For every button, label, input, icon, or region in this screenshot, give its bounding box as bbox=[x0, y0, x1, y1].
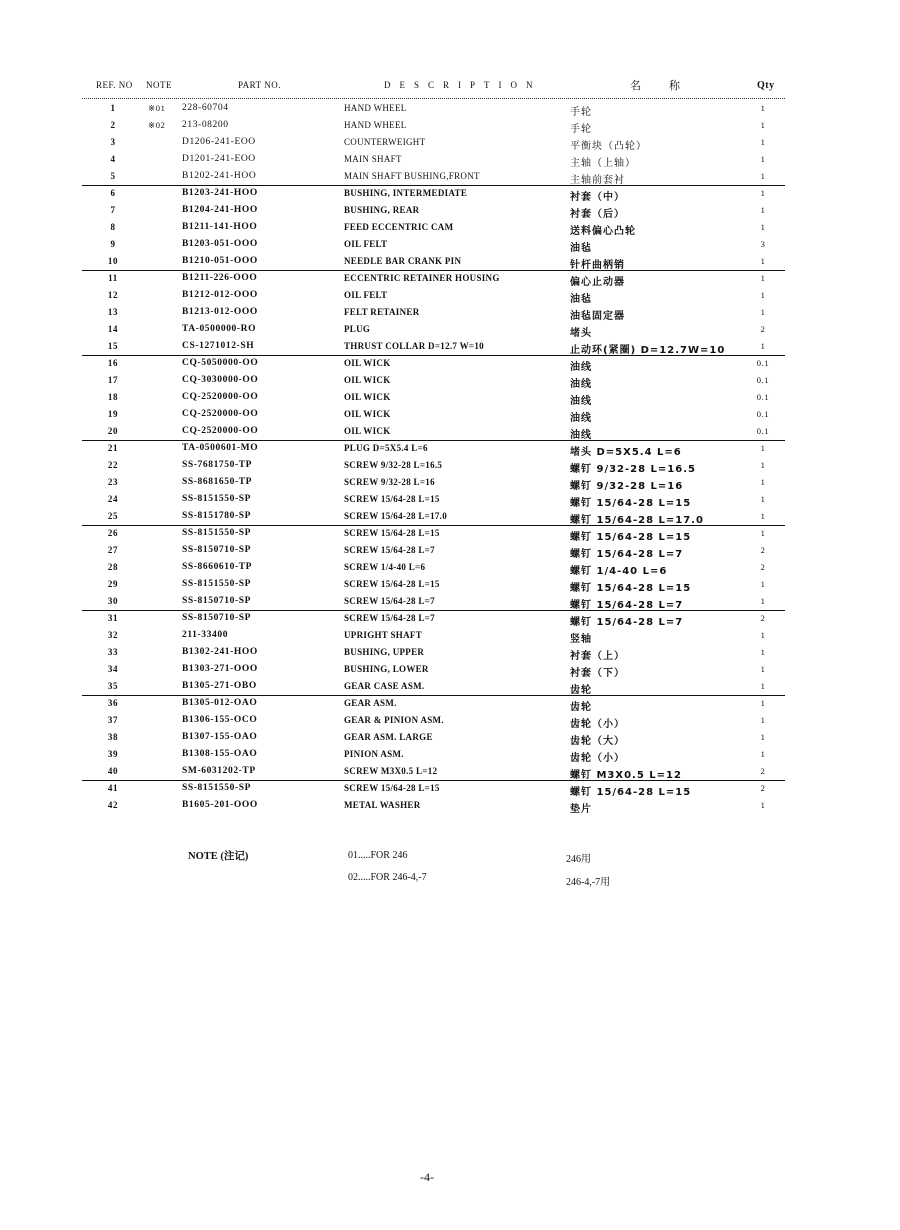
part-no-cell: SS-8660610-TP bbox=[182, 562, 253, 572]
table-row bbox=[0, 407, 900, 424]
qty-cell: 1 bbox=[760, 341, 766, 351]
description-cell: SCREW 15/64-28 L=17.0 bbox=[344, 511, 448, 521]
table-row bbox=[0, 628, 900, 645]
table-row bbox=[0, 492, 900, 509]
part-no-cell: CQ-2520000-OO bbox=[182, 426, 259, 436]
chinese-name-cell: 衬套（后） bbox=[570, 209, 625, 220]
chinese-name-cell: 齿轮（大） bbox=[570, 736, 625, 747]
table-row bbox=[0, 101, 900, 118]
description-cell: OIL WICK bbox=[344, 409, 391, 419]
part-no-cell: 211-33400 bbox=[182, 630, 229, 640]
table-row bbox=[0, 237, 900, 254]
table-row bbox=[0, 747, 900, 764]
ref-cell: 8 bbox=[110, 222, 116, 232]
description-cell: PLUG D=5X5.4 L=6 bbox=[344, 443, 428, 453]
note-cell: ※01 bbox=[148, 103, 166, 113]
chinese-name-cell: 螺钉 15/64-28 L=15 bbox=[570, 787, 692, 798]
table-row bbox=[0, 679, 900, 696]
part-no-cell: TA-0500000-RO bbox=[182, 324, 257, 334]
chinese-name-cell: 螺钉 9/32-28 L=16.5 bbox=[570, 464, 696, 475]
qty-cell: 1 bbox=[760, 715, 766, 725]
qty-cell: 2 bbox=[760, 545, 766, 555]
description-cell: OIL FELT bbox=[344, 290, 388, 300]
chinese-name-cell: 齿轮（小） bbox=[570, 719, 625, 730]
qty-cell: 1 bbox=[760, 205, 766, 215]
qty-cell: 1 bbox=[760, 443, 766, 453]
chinese-name-cell: 螺钉 15/64-28 L=17.0 bbox=[570, 515, 704, 526]
qty-cell: 1 bbox=[760, 596, 766, 606]
description-cell: GEAR ASM. LARGE bbox=[344, 732, 433, 742]
notes-label: NOTE (注记) bbox=[188, 851, 249, 862]
note-code-1: 01.....FOR 246 bbox=[348, 850, 408, 861]
ref-cell: 19 bbox=[107, 409, 119, 419]
table-row bbox=[0, 203, 900, 220]
description-cell: BUSHING, REAR bbox=[344, 205, 420, 215]
table-row bbox=[0, 560, 900, 577]
description-cell: FEED ECCENTRIC CAM bbox=[344, 222, 454, 232]
qty-cell: 1 bbox=[760, 477, 766, 487]
description-cell: BUSHING, INTERMEDIATE bbox=[344, 188, 468, 198]
part-no-cell: CQ-5050000-OO bbox=[182, 358, 259, 368]
chinese-name-cell: 齿轮 bbox=[570, 702, 592, 713]
ref-cell: 11 bbox=[108, 273, 118, 283]
description-cell: GEAR ASM. bbox=[344, 698, 397, 708]
ref-cell: 21 bbox=[107, 443, 119, 453]
table-row bbox=[0, 118, 900, 135]
table-row bbox=[0, 730, 900, 747]
description-cell: SCREW 15/64-28 L=15 bbox=[344, 528, 440, 538]
description-cell: PINION ASM. bbox=[344, 749, 404, 759]
table-row bbox=[0, 509, 900, 526]
description-cell: UPRIGHT SHAFT bbox=[344, 630, 422, 640]
note-cn-2: 246-4,-7用 bbox=[566, 877, 611, 888]
chinese-name-cell: 油线 bbox=[570, 396, 592, 407]
description-cell: SCREW 9/32-28 L=16.5 bbox=[344, 460, 443, 470]
qty-cell: 1 bbox=[760, 154, 766, 164]
chinese-name-cell: 螺钉 15/64-28 L=15 bbox=[570, 498, 692, 509]
chinese-name-cell: 螺钉 15/64-28 L=15 bbox=[570, 583, 692, 594]
chinese-name-cell: 送料偏心凸轮 bbox=[570, 226, 636, 237]
chinese-name-cell: 堵头 bbox=[570, 328, 592, 339]
ref-cell: 42 bbox=[107, 800, 119, 810]
description-cell: OIL WICK bbox=[344, 375, 391, 385]
ref-cell: 23 bbox=[107, 477, 119, 487]
chinese-name-cell: 偏心止动器 bbox=[570, 277, 625, 288]
table-row bbox=[0, 713, 900, 730]
part-no-cell: CQ-2520000-OO bbox=[182, 409, 259, 419]
qty-cell: 1 bbox=[760, 698, 766, 708]
note-cn-1: 246用 bbox=[566, 854, 591, 865]
ref-cell: 36 bbox=[107, 698, 119, 708]
chinese-name-cell: 螺钉 M3X0.5 L=12 bbox=[570, 770, 682, 781]
part-no-cell: B1211-226-OOO bbox=[182, 273, 258, 283]
description-cell: SCREW 15/64-28 L=7 bbox=[344, 596, 435, 606]
ref-cell: 35 bbox=[107, 681, 119, 691]
ref-cell: 10 bbox=[107, 256, 119, 266]
part-no-cell: D1201-241-EOO bbox=[182, 154, 256, 164]
part-no-cell: SS-8151780-SP bbox=[182, 511, 252, 521]
qty-cell: 1 bbox=[760, 188, 766, 198]
table-row bbox=[0, 764, 900, 781]
table-row bbox=[0, 186, 900, 203]
ref-cell: 3 bbox=[110, 137, 116, 147]
part-no-cell: B1213-012-OOO bbox=[182, 307, 258, 317]
ref-cell: 41 bbox=[107, 783, 119, 793]
qty-cell: 1 bbox=[760, 494, 766, 504]
qty-cell: 2 bbox=[760, 562, 766, 572]
table-row bbox=[0, 594, 900, 611]
description-cell: SCREW 15/64-28 L=15 bbox=[344, 783, 440, 793]
chinese-name-cell: 衬套（下） bbox=[570, 668, 625, 679]
description-cell: OIL FELT bbox=[344, 239, 388, 249]
ref-cell: 25 bbox=[107, 511, 119, 521]
part-no-cell: B1307-155-OAO bbox=[182, 732, 258, 742]
qty-cell: 1 bbox=[760, 681, 766, 691]
description-cell: FELT RETAINER bbox=[344, 307, 420, 317]
chinese-name-cell: 齿轮 bbox=[570, 685, 592, 696]
description-cell: SCREW 15/64-28 L=15 bbox=[344, 579, 440, 589]
table-row bbox=[0, 373, 900, 390]
ref-cell: 13 bbox=[107, 307, 119, 317]
chinese-name-cell: 油毡 bbox=[570, 243, 592, 254]
chinese-name-cell: 油毡 bbox=[570, 294, 592, 305]
qty-cell: 1 bbox=[760, 273, 766, 283]
ref-cell: 32 bbox=[107, 630, 119, 640]
description-cell: BUSHING, LOWER bbox=[344, 664, 429, 674]
qty-cell: 2 bbox=[760, 783, 766, 793]
chinese-name-cell: 螺钉 15/64-28 L=7 bbox=[570, 617, 684, 628]
qty-cell: 0.1 bbox=[756, 358, 770, 368]
qty-cell: 1 bbox=[760, 511, 766, 521]
chinese-name-cell: 手轮 bbox=[570, 124, 592, 135]
chinese-name-cell: 主轴前套衬 bbox=[570, 175, 625, 186]
ref-cell: 7 bbox=[110, 205, 116, 215]
description-cell: GEAR CASE ASM. bbox=[344, 681, 425, 691]
description-cell: COUNTERWEIGHT bbox=[344, 137, 426, 147]
ref-cell: 24 bbox=[107, 494, 119, 504]
part-no-cell: SS-8151550-SP bbox=[182, 579, 252, 589]
ref-cell: 6 bbox=[110, 188, 116, 198]
chinese-name-cell: 齿轮（小） bbox=[570, 753, 625, 764]
ref-cell: 40 bbox=[107, 766, 119, 776]
chinese-name-cell: 螺钉 9/32-28 L=16 bbox=[570, 481, 684, 492]
qty-cell: 1 bbox=[760, 732, 766, 742]
part-no-cell: B1303-271-OOO bbox=[182, 664, 258, 674]
chinese-name-cell: 衬套（中） bbox=[570, 192, 625, 203]
description-cell: MAIN SHAFT bbox=[344, 154, 402, 164]
qty-cell: 1 bbox=[760, 256, 766, 266]
table-row bbox=[0, 305, 900, 322]
chinese-name-cell: 止动环(紧圈) D=12.7W=10 bbox=[570, 345, 726, 356]
part-no-cell: SM-6031202-TP bbox=[182, 766, 256, 776]
part-no-cell: SS-8681650-TP bbox=[182, 477, 253, 487]
table-row bbox=[0, 271, 900, 288]
qty-cell: 3 bbox=[760, 239, 766, 249]
qty-cell: 1 bbox=[760, 664, 766, 674]
table-row bbox=[0, 696, 900, 713]
ref-cell: 30 bbox=[107, 596, 119, 606]
chinese-name-cell: 油线 bbox=[570, 379, 592, 390]
part-no-cell: 228-60704 bbox=[182, 103, 229, 113]
table-row bbox=[0, 526, 900, 543]
ref-cell: 37 bbox=[107, 715, 119, 725]
qty-cell: 0.1 bbox=[756, 409, 770, 419]
qty-cell: 1 bbox=[760, 749, 766, 759]
qty-cell: 1 bbox=[760, 630, 766, 640]
part-no-cell: B1306-155-OCO bbox=[182, 715, 258, 725]
ref-cell: 20 bbox=[107, 426, 119, 436]
description-cell: METAL WASHER bbox=[344, 800, 421, 810]
description-cell: BUSHING, UPPER bbox=[344, 647, 425, 657]
qty-cell: 0.1 bbox=[756, 375, 770, 385]
table-row bbox=[0, 781, 900, 798]
qty-cell: 1 bbox=[760, 120, 766, 130]
part-no-cell: B1212-012-OOO bbox=[182, 290, 258, 300]
description-cell: SCREW 9/32-28 L=16 bbox=[344, 477, 435, 487]
ref-cell: 27 bbox=[107, 545, 119, 555]
part-no-cell: B1210-051-OOO bbox=[182, 256, 258, 266]
description-cell: GEAR & PINION ASM. bbox=[344, 715, 444, 725]
part-no-cell: SS-8151550-SP bbox=[182, 494, 252, 504]
part-no-cell: B1305-271-OBO bbox=[182, 681, 257, 691]
table-row bbox=[0, 356, 900, 373]
qty-cell: 1 bbox=[760, 307, 766, 317]
part-no-cell: B1204-241-HOO bbox=[182, 205, 258, 215]
description-cell: HAND WHEEL bbox=[344, 103, 407, 113]
description-cell: SCREW 15/64-28 L=7 bbox=[344, 545, 435, 555]
ref-cell: 38 bbox=[107, 732, 119, 742]
table-row bbox=[0, 798, 900, 815]
chinese-name-cell: 堵头 D=5X5.4 L=6 bbox=[570, 447, 682, 458]
description-cell: SCREW 15/64-28 L=15 bbox=[344, 494, 440, 504]
chinese-name-cell: 油线 bbox=[570, 430, 592, 441]
qty-cell: 1 bbox=[760, 800, 766, 810]
header-chinese-name: 名称 bbox=[630, 80, 708, 92]
part-no-cell: CQ-2520000-OO bbox=[182, 392, 259, 402]
qty-cell: 1 bbox=[760, 528, 766, 538]
table-row bbox=[0, 543, 900, 560]
page-number: -4- bbox=[420, 1170, 434, 1184]
description-cell: PLUG bbox=[344, 324, 371, 334]
ref-cell: 9 bbox=[110, 239, 116, 249]
table-row bbox=[0, 441, 900, 458]
ref-cell: 34 bbox=[107, 664, 119, 674]
qty-cell: 2 bbox=[760, 766, 766, 776]
qty-cell: 1 bbox=[760, 290, 766, 300]
part-no-cell: B1302-241-HOO bbox=[182, 647, 258, 657]
part-no-cell: D1206-241-EOO bbox=[182, 137, 256, 147]
header-note: NOTE bbox=[146, 80, 172, 90]
table-row bbox=[0, 390, 900, 407]
qty-cell: 2 bbox=[760, 324, 766, 334]
part-no-cell: SS-8150710-SP bbox=[182, 596, 252, 606]
qty-cell: 1 bbox=[760, 171, 766, 181]
table-row bbox=[0, 662, 900, 679]
part-no-cell: SS-8151550-SP bbox=[182, 528, 252, 538]
part-no-cell: SS-7681750-TP bbox=[182, 460, 253, 470]
chinese-name-cell: 竖轴 bbox=[570, 634, 592, 645]
qty-cell: 1 bbox=[760, 647, 766, 657]
table-row bbox=[0, 611, 900, 628]
part-no-cell: B1203-241-HOO bbox=[182, 188, 258, 198]
chinese-name-cell: 平衡块（凸轮） bbox=[570, 141, 647, 152]
ref-cell: 12 bbox=[107, 290, 119, 300]
table-row bbox=[0, 254, 900, 271]
part-no-cell: B1308-155-OAO bbox=[182, 749, 258, 759]
description-cell: OIL WICK bbox=[344, 358, 391, 368]
table-row bbox=[0, 152, 900, 169]
ref-cell: 31 bbox=[107, 613, 119, 623]
chinese-name-cell: 主轴（上轴） bbox=[570, 158, 636, 169]
qty-cell: 2 bbox=[760, 613, 766, 623]
chinese-name-cell: 油线 bbox=[570, 413, 592, 424]
chinese-name-cell: 油线 bbox=[570, 362, 592, 373]
ref-cell: 33 bbox=[107, 647, 119, 657]
table-row bbox=[0, 322, 900, 339]
description-cell: MAIN SHAFT BUSHING,FRONT bbox=[344, 171, 480, 181]
table-row bbox=[0, 339, 900, 356]
chinese-name-cell: 螺钉 15/64-28 L=15 bbox=[570, 532, 692, 543]
header-qty: Qty bbox=[757, 80, 775, 91]
ref-cell: 39 bbox=[107, 749, 119, 759]
header-ref-no: REF. NO bbox=[96, 80, 133, 90]
table-row bbox=[0, 135, 900, 152]
description-cell: SCREW 1/4-40 L=6 bbox=[344, 562, 426, 572]
qty-cell: 0.1 bbox=[756, 392, 770, 402]
qty-cell: 1 bbox=[760, 460, 766, 470]
table-row bbox=[0, 169, 900, 186]
table-row bbox=[0, 475, 900, 492]
description-cell: OIL WICK bbox=[344, 426, 391, 436]
chinese-name-cell: 螺钉 15/64-28 L=7 bbox=[570, 600, 684, 611]
ref-cell: 15 bbox=[107, 341, 119, 351]
chinese-name-cell: 油毡固定器 bbox=[570, 311, 625, 322]
description-cell: SCREW M3X0.5 L=12 bbox=[344, 766, 438, 776]
table-row bbox=[0, 220, 900, 237]
qty-cell: 1 bbox=[760, 137, 766, 147]
chinese-name-cell: 螺钉 1/4-40 L=6 bbox=[570, 566, 668, 577]
table-row bbox=[0, 645, 900, 662]
chinese-name-cell: 针杆曲柄销 bbox=[570, 260, 625, 271]
table-row bbox=[0, 458, 900, 475]
part-no-cell: CQ-3030000-OO bbox=[182, 375, 259, 385]
description-cell: OIL WICK bbox=[344, 392, 391, 402]
part-no-cell: SS-8151550-SP bbox=[182, 783, 252, 793]
ref-cell: 16 bbox=[107, 358, 119, 368]
note-cell: ※02 bbox=[148, 120, 166, 130]
table-row bbox=[0, 288, 900, 305]
part-no-cell: CS-1271012-SH bbox=[182, 341, 255, 351]
ref-cell: 26 bbox=[107, 528, 119, 538]
description-cell: ECCENTRIC RETAINER HOUSING bbox=[344, 273, 500, 283]
ref-cell: 1 bbox=[110, 103, 116, 113]
header-part-no: PART NO. bbox=[238, 80, 281, 90]
chinese-name-cell: 螺钉 15/64-28 L=7 bbox=[570, 549, 684, 560]
part-no-cell: B1305-012-OAO bbox=[182, 698, 258, 708]
chinese-name-cell: 衬套（上） bbox=[570, 651, 625, 662]
ref-cell: 18 bbox=[107, 392, 119, 402]
ref-cell: 22 bbox=[107, 460, 119, 470]
ref-cell: 2 bbox=[110, 120, 116, 130]
part-no-cell: B1605-201-OOO bbox=[182, 800, 258, 810]
description-cell: HAND WHEEL bbox=[344, 120, 407, 130]
part-no-cell: SS-8150710-SP bbox=[182, 613, 252, 623]
part-no-cell: B1211-141-HOO bbox=[182, 222, 258, 232]
qty-cell: 1 bbox=[760, 103, 766, 113]
table-row bbox=[0, 577, 900, 594]
ref-cell: 28 bbox=[107, 562, 119, 572]
header-rule bbox=[82, 98, 785, 99]
chinese-name-cell: 手轮 bbox=[570, 107, 592, 118]
ref-cell: 14 bbox=[107, 324, 119, 334]
part-no-cell: SS-8150710-SP bbox=[182, 545, 252, 555]
description-cell: THRUST COLLAR D=12.7 W=10 bbox=[344, 341, 484, 351]
chinese-name-cell: 垫片 bbox=[570, 804, 592, 815]
part-no-cell: TA-0500601-MO bbox=[182, 443, 259, 453]
description-cell: SCREW 15/64-28 L=7 bbox=[344, 613, 435, 623]
ref-cell: 29 bbox=[107, 579, 119, 589]
header-description: DESCRIPTION bbox=[384, 80, 542, 90]
part-no-cell: B1202-241-HOO bbox=[182, 171, 257, 181]
description-cell: NEEDLE BAR CRANK PIN bbox=[344, 256, 462, 266]
qty-cell: 1 bbox=[760, 579, 766, 589]
ref-cell: 4 bbox=[110, 154, 116, 164]
qty-cell: 1 bbox=[760, 222, 766, 232]
part-no-cell: 213-08200 bbox=[182, 120, 229, 130]
ref-cell: 17 bbox=[107, 375, 119, 385]
qty-cell: 0.1 bbox=[756, 426, 770, 436]
note-code-2: 02.....FOR 246-4,-7 bbox=[348, 872, 427, 883]
ref-cell: 5 bbox=[110, 171, 116, 181]
table-row bbox=[0, 424, 900, 441]
part-no-cell: B1203-051-OOO bbox=[182, 239, 258, 249]
